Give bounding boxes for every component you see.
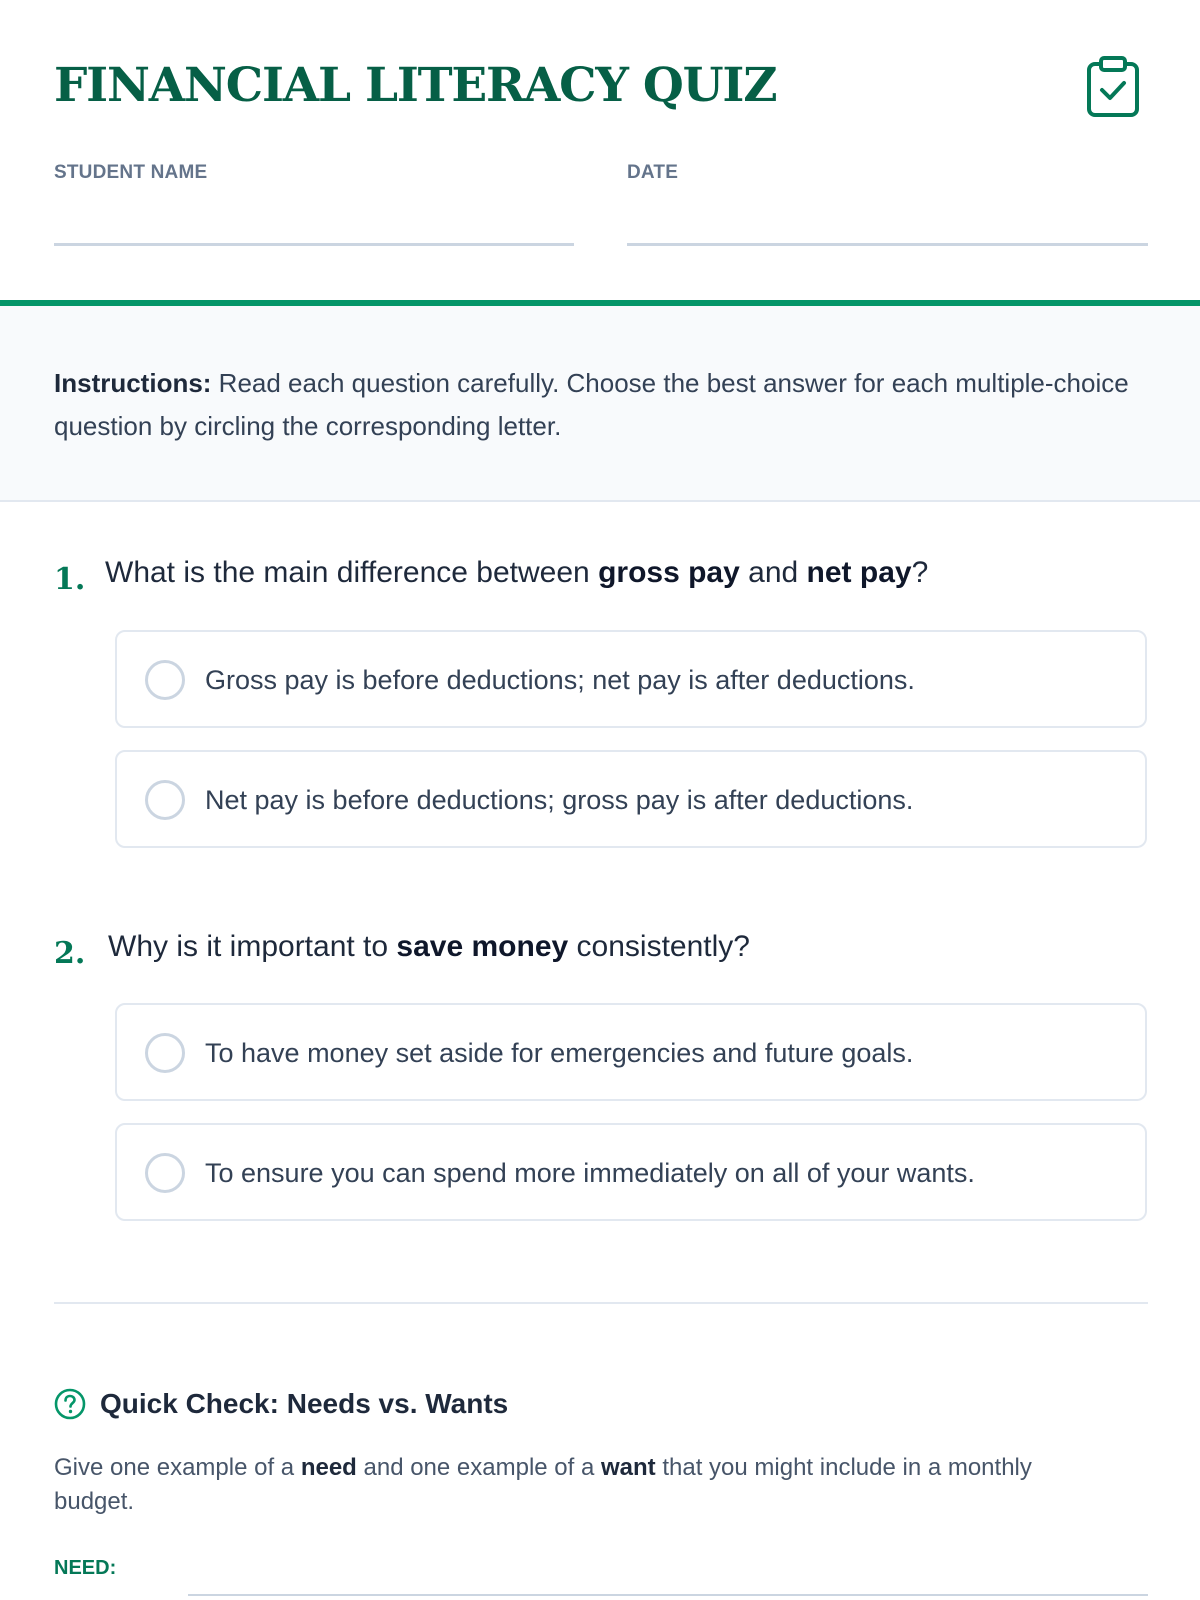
question-number: 1. [54, 562, 86, 597]
date-label: DATE [627, 162, 679, 183]
student-name-label: STUDENT NAME [54, 162, 208, 183]
date-field[interactable] [627, 243, 1148, 246]
question-number: 2. [54, 936, 86, 971]
answer-option[interactable] [115, 1003, 1147, 1101]
answer-option-text: Gross pay is before deductions; net pay is after deductions. [205, 665, 915, 695]
question-text-part: ? [911, 556, 929, 589]
section-divider [54, 1302, 1148, 1304]
radio-button[interactable] [145, 1153, 185, 1193]
prompt-text-part: that you might include in a monthly budget. [54, 1454, 1032, 1515]
answer-option-text: To have money set aside for emergencies and future goals. [205, 1038, 914, 1068]
question-keyword: net pay [806, 556, 912, 589]
instructions-text [54, 362, 1146, 448]
answer-option[interactable] [115, 1123, 1147, 1221]
answer-option-text: Net pay is before deductions; gross pay is after deductions. [205, 785, 914, 815]
prompt-text-part: Give one example of a [54, 1454, 301, 1481]
page-title: FINANCIAL LITERACY QUIZ [54, 58, 777, 113]
question-1 [54, 556, 1148, 606]
answer-option[interactable] [115, 750, 1147, 848]
need-label: NEED: [54, 1557, 117, 1579]
question-keyword: save money [396, 930, 569, 963]
answer-option-text: To ensure you can spend more immediately on all of your wants. [205, 1158, 975, 1188]
prompt-text-part: and one example of a [356, 1454, 601, 1481]
answer-option[interactable] [115, 630, 1147, 728]
quiz-header [0, 0, 1200, 300]
question-keyword: gross pay [598, 556, 740, 589]
need-answer-field[interactable] [188, 1594, 1148, 1596]
student-name-field[interactable] [54, 243, 574, 246]
clipboard-check-icon [1086, 56, 1140, 118]
quick-check-prompt [54, 1451, 1114, 1519]
question-text-part: Why is it important to [108, 930, 397, 963]
question-text [105, 556, 928, 590]
prompt-keyword: want [601, 1454, 656, 1481]
radio-button[interactable] [145, 780, 185, 820]
question-text-part: consistently? [568, 930, 750, 963]
instructions-body: Read each question carefully. Choose the best answer for each multiple-choice question by circling the corresponding letter. [54, 368, 1129, 441]
radio-button[interactable] [145, 1033, 185, 1073]
question-text [108, 930, 750, 964]
question-2 [54, 930, 1148, 980]
question-circle-icon [54, 1388, 86, 1420]
prompt-keyword: need [300, 1454, 357, 1481]
question-text-part: and [739, 556, 807, 589]
quick-check-title: Quick Check: Needs vs. Wants [100, 1388, 509, 1419]
instructions-lead: Instructions: [54, 368, 212, 398]
instructions-box [0, 306, 1200, 502]
question-text-part: What is the main difference between [105, 556, 599, 589]
radio-button[interactable] [145, 660, 185, 700]
